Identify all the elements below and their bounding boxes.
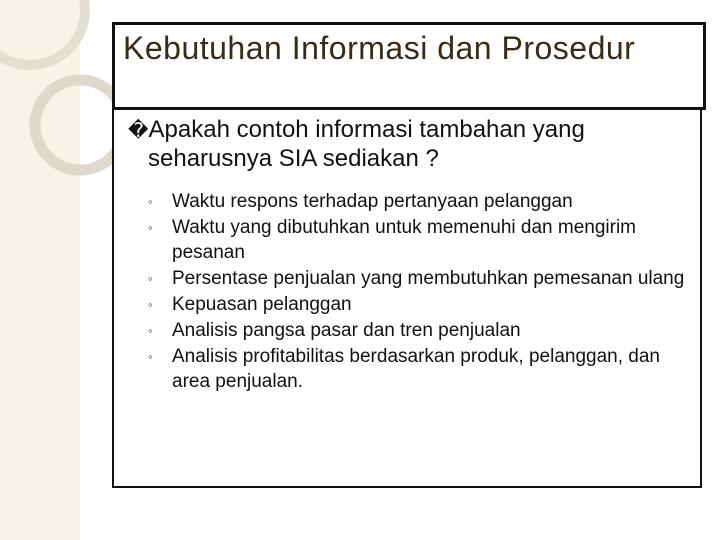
list-item-text: Waktu respons terhadap pertanyaan pelanggan xyxy=(172,191,573,212)
list-item xyxy=(146,189,688,214)
list-item xyxy=(146,318,688,343)
slide-body xyxy=(128,116,688,395)
decor-circle-top xyxy=(0,0,85,65)
list-bullet: ◦ xyxy=(148,349,153,364)
question-bullet: � xyxy=(128,120,149,142)
list-bullet: ◦ xyxy=(148,323,153,338)
info-list xyxy=(128,189,688,394)
title-bar xyxy=(112,22,706,110)
list-item xyxy=(146,266,688,291)
list-item xyxy=(146,215,688,265)
list-bullet: ◦ xyxy=(148,194,153,209)
list-item xyxy=(146,292,688,317)
list-item xyxy=(146,344,688,394)
list-bullet: ◦ xyxy=(148,271,153,286)
slide-title: Kebutuhan Informasi dan Prosedur xyxy=(123,30,636,66)
question-paragraph xyxy=(128,116,688,173)
list-item-text: Persentase penjualan yang membutuhkan pemesanan ulang xyxy=(172,268,685,289)
list-bullet: ◦ xyxy=(148,297,153,312)
question-text: Apakah contoh informasi tambahan yang seharusnya SIA sediakan ? xyxy=(148,116,585,172)
list-bullet: ◦ xyxy=(148,220,153,235)
list-item-text: Analisis profitabilitas berdasarkan produk, pelanggan, dan area penjualan. xyxy=(172,346,660,392)
list-item-text: Waktu yang dibutuhkan untuk memenuhi dan mengirim pesanan xyxy=(172,217,636,263)
list-item-text: Kepuasan pelanggan xyxy=(172,294,352,315)
list-item-text: Analisis pangsa pasar dan tren penjualan xyxy=(172,320,521,341)
